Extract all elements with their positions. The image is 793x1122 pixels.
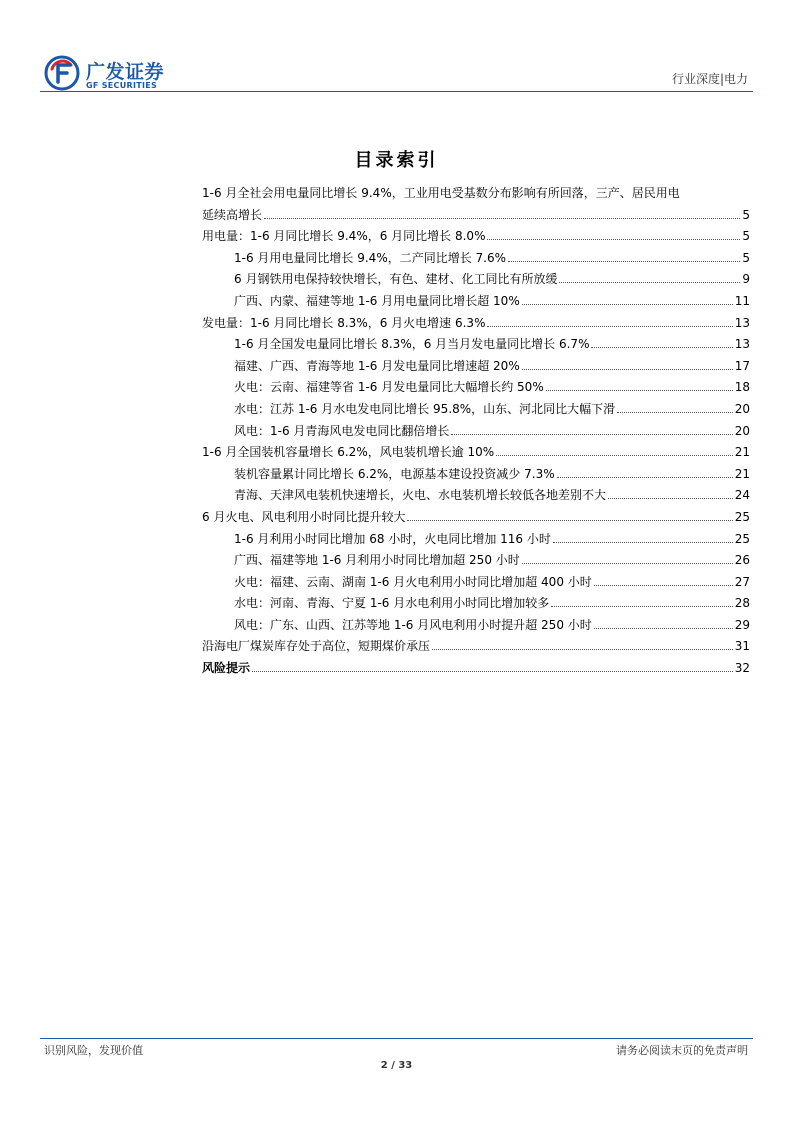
toc-page-number: 26 [734,553,750,568]
toc-entry-text: 风电：1-6 月青海风电发电同比翻倍增长 [234,423,450,438]
toc-leader-dots [407,520,732,521]
report-category: 行业深度|电力 [671,72,748,86]
toc-entry[interactable] [202,243,750,265]
toc-entry-text: 1-6 月利用小时同比增加 68 小时，火电同比增加 116 小时 [234,531,551,546]
page-number: 2 / 33 [380,1060,413,1071]
toc-leader-dots [522,304,733,305]
toc-entry-text: 发电量：1-6 月同比增长 8.3%，6 月火电增速 6.3% [202,315,486,330]
toc-entry-text: 6 月火电、风电利用小时同比提升较大 [202,509,406,524]
toc-entry[interactable] [202,546,750,568]
toc-entry[interactable] [202,610,750,632]
toc-entry-first-line1[interactable] [202,178,750,200]
toc-entry[interactable] [202,632,750,654]
footer-divider [40,1038,753,1039]
toc-leader-dots [522,563,733,564]
footer-disclaimer-note: 请务必阅读末页的免责声明 [616,1044,748,1057]
toc-entry[interactable] [202,589,750,611]
toc-entry-text: 1-6 月全国装机容量增长 6.2%，风电装机增长逾 10% [202,445,495,460]
toc-page-number: 11 [734,293,750,308]
toc-entry[interactable] [202,394,750,416]
toc-page-number: 20 [734,401,750,416]
toc-entry-text: 广西、福建等地 1-6 月利用小时同比增加超 250 小时 [234,553,520,568]
toc-leader-dots [432,649,733,650]
toc-page-number: 25 [734,531,750,546]
gf-logo [44,55,169,91]
toc-page-number: 27 [734,574,750,589]
toc-entry[interactable] [202,308,750,330]
toc-entry-text: 延续高增长 [202,207,263,222]
table-of-contents [202,178,750,675]
toc-entry-text: 福建、广西、青海等地 1-6 月发电量同比增速超 20% [234,358,520,373]
toc-page-number: 17 [734,358,750,373]
toc-page-number: 25 [734,509,750,524]
page-header [0,0,793,95]
toc-leader-dots [487,326,732,327]
toc-entry-text: 1-6 月用电量同比增长 9.4%，二产同比增长 7.6% [234,250,507,265]
toc-leader-dots [508,261,740,262]
toc-page-number: 20 [734,423,750,438]
toc-page-number: 21 [734,466,750,481]
toc-page-number: 21 [734,445,750,460]
toc-entry-text: 6 月钢铁用电保持较快增长，有色、建材、化工同比有所放缓 [234,272,558,287]
toc-entry-text: 火电：福建、云南、湖南 1-6 月火电利用小时同比增加超 400 小时 [234,574,592,589]
toc-leader-dots [546,390,733,391]
toc-page-number: 5 [742,229,750,244]
toc-leader-dots [591,347,732,348]
toc-page-number: 18 [734,380,750,395]
toc-entry-text: 火电：云南、福建等省 1-6 月发电量同比大幅增长约 50% [234,380,544,395]
toc-leader-dots [608,498,733,499]
toc-leader-dots [559,282,740,283]
toc-leader-dots [551,606,732,607]
toc-leader-dots [264,218,740,219]
toc-entry[interactable] [202,373,750,395]
toc-entry-text: 沿海电厂煤炭库存处于高位，短期煤价承压 [202,639,431,654]
toc-entry-text: 1-6 月全社会用电量同比增长 9.4%，工业用电受基数分布影响有所回落，三产、居民用电 [202,186,680,200]
toc-page-number: 32 [734,661,750,676]
toc-leader-dots [451,434,732,435]
logo-english-text: GF SECURITIES [86,81,158,90]
toc-page-number: 9 [742,272,750,287]
toc-entry-first-line2[interactable] [202,200,750,222]
toc-page-number: 28 [734,596,750,611]
toc-entry-text: 水电：河南、青海、宁夏 1-6 月水电利用小时同比增加较多 [234,596,550,611]
gf-logo-icon [44,55,80,91]
toc-page-number: 5 [742,207,750,222]
toc-entry[interactable] [202,567,750,589]
toc-entry-text: 水电：江苏 1-6 月水电发电同比增长 95.8%，山东、河北同比大幅下滑 [234,401,616,416]
toc-entry[interactable] [202,502,750,524]
toc-entry[interactable] [202,286,750,308]
toc-page-number: 13 [734,315,750,330]
logo-chinese-text: 广发证券 [86,61,165,83]
toc-entry-text: 风电：广东、山西、江苏等地 1-6 月风电利用小时提升超 250 小时 [234,617,592,632]
toc-entry[interactable] [202,653,750,675]
toc-entry[interactable] [202,438,750,460]
toc-page-number: 31 [734,639,750,654]
toc-entry[interactable] [202,416,750,438]
toc-title: 目录索引 [354,150,439,171]
toc-entry[interactable] [202,459,750,481]
toc-entry-text: 装机容量累计同比增长 6.2%，电源基本建设投资减少 7.3% [234,466,555,481]
header-divider [40,91,753,92]
toc-entry[interactable] [202,265,750,287]
toc-leader-dots [617,412,733,413]
toc-leader-dots [594,585,733,586]
toc-entry-text: 风险提示 [202,661,251,676]
footer-slogan: 识别风险，发现价值 [44,1044,143,1057]
toc-entry-text: 青海、天津风电装机快速增长，火电、水电装机增长较低各地差别不大 [234,488,607,503]
toc-leader-dots [557,477,733,478]
toc-entry-text: 广西、内蒙、福建等地 1-6 月用电量同比增长超 10% [234,293,520,308]
toc-leader-dots [553,542,733,543]
toc-leader-dots [487,239,740,240]
toc-leader-dots [522,369,733,370]
toc-entry-text: 用电量：1-6 月同比增长 9.4%，6 月同比增长 8.0% [202,229,486,244]
toc-entry-text: 1-6 月全国发电量同比增长 8.3%，6 月当月发电量同比增长 6.7% [234,337,590,352]
toc-entry[interactable] [202,330,750,352]
toc-page-number: 13 [734,337,750,352]
toc-page-number: 29 [734,617,750,632]
toc-page-number: 24 [734,488,750,503]
toc-page-number: 5 [742,250,750,265]
toc-leader-dots [594,628,733,629]
toc-entry[interactable] [202,222,750,244]
toc-entry[interactable] [202,351,750,373]
toc-leader-dots [252,671,733,672]
toc-leader-dots [496,455,733,456]
toc-entry[interactable] [202,524,750,546]
toc-entry[interactable] [202,481,750,503]
